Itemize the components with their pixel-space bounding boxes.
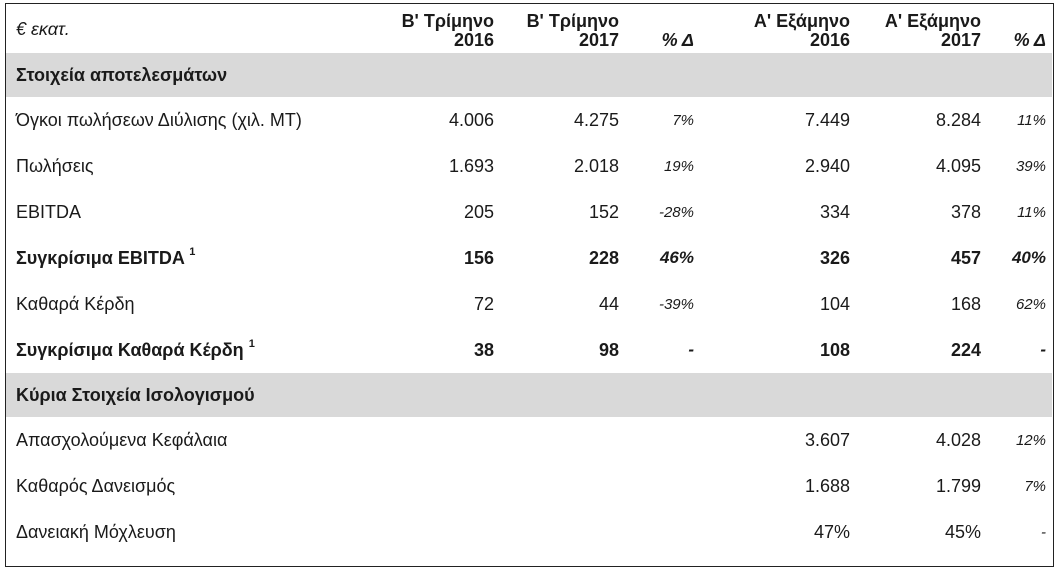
section-title: Στοιχεία αποτελεσμάτων (6, 53, 1052, 97)
table-row (6, 417, 1052, 463)
cell-h1-2016: 104 (819, 293, 850, 314)
col-header-h1-2016 (700, 4, 854, 53)
col-header-h1-2016-line1: Α' Εξάμηνο (753, 11, 850, 31)
cell-q-change: -28% (658, 203, 694, 221)
cell-q2-2017 (498, 463, 623, 509)
section-title: Κύρια Στοιχεία Ισολογισμού (6, 373, 1052, 417)
cell-h-change: - (1041, 523, 1046, 541)
cell-q2-2017: 44 (598, 293, 619, 314)
row-label-cell (6, 97, 382, 143)
cell-q2-2016: 205 (463, 201, 494, 222)
financial-table-frame (5, 3, 1054, 567)
cell-h1-2017: 224 (950, 339, 981, 360)
table-row (6, 235, 1052, 281)
cell-h1-2016: 326 (819, 247, 850, 268)
col-header-q2-2016-line2: 2016 (453, 30, 494, 50)
cell-h1-2017: 168 (950, 293, 981, 314)
row-label-cell (6, 235, 382, 281)
cell-h-change: - (1040, 340, 1046, 359)
cell-q2-2016: 72 (473, 293, 494, 314)
cell-q-change (623, 463, 700, 509)
col-header-h1-2017-line1: Α' Εξάμηνο (884, 11, 981, 31)
row-label: Πωλήσεις (16, 155, 94, 176)
section-header-row (6, 53, 1052, 97)
row-label-cell (6, 143, 382, 189)
row-label-cell (6, 281, 382, 327)
cell-q-change: -39% (658, 295, 694, 313)
cell-q2-2016: 38 (473, 339, 494, 360)
header-row (6, 4, 1052, 53)
cell-q-change: 19% (663, 157, 694, 175)
cell-q2-2017: 228 (588, 247, 619, 268)
col-header-q-change: % Δ (661, 30, 694, 50)
col-header-h1-2016-line2: 2016 (809, 30, 850, 50)
section-header-row (6, 373, 1052, 417)
row-label: Καθαρά Κέρδη (16, 293, 135, 314)
col-header-q2-2016 (382, 4, 498, 53)
cell-q-change: 46% (659, 248, 694, 267)
row-label: Απασχολούμενα Κεφάλαια (16, 429, 228, 450)
cell-h1-2017: 457 (950, 247, 981, 268)
cell-h1-2017: 4.028 (935, 429, 981, 450)
cell-q2-2016 (382, 509, 498, 555)
cell-h1-2017: 378 (950, 201, 981, 222)
row-label: Συγκρίσιμα EBITDA (16, 247, 185, 268)
cell-q-change (623, 417, 700, 463)
table-row (6, 281, 1052, 327)
cell-q-change: - (688, 340, 694, 359)
financial-results-table (6, 4, 1052, 555)
cell-q-change: 7% (672, 111, 694, 129)
col-header-h1-2017-line2: 2017 (940, 30, 981, 50)
cell-h-change: 39% (1015, 157, 1046, 175)
row-label-cell (6, 189, 382, 235)
row-label: EBITDA (16, 201, 82, 222)
footnote-marker: 1 (189, 245, 196, 258)
cell-h1-2017: 1.799 (935, 475, 981, 496)
row-label: Όγκοι πωλήσεων Διύλισης (χιλ. ΜΤ) (16, 109, 302, 130)
cell-q2-2017: 152 (588, 201, 619, 222)
cell-q2-2017 (498, 509, 623, 555)
row-label-cell (6, 327, 382, 373)
footnote-marker: 1 (248, 337, 255, 350)
col-header-q2-2016-line1: Β' Τρίμηνο (401, 11, 494, 31)
cell-h1-2016: 2.940 (804, 155, 850, 176)
table-body (6, 53, 1052, 555)
unit-label: € εκατ. (16, 18, 70, 39)
cell-h-change: 62% (1015, 295, 1046, 313)
table-row (6, 327, 1052, 373)
cell-q2-2016 (382, 463, 498, 509)
table-row (6, 97, 1052, 143)
col-header-h1-2017 (854, 4, 985, 53)
table-row (6, 189, 1052, 235)
cell-h-change: 11% (1017, 111, 1046, 129)
table-row (6, 509, 1052, 555)
cell-h1-2017: 8.284 (935, 109, 981, 130)
table-row (6, 143, 1052, 189)
row-label-cell (6, 463, 382, 509)
cell-q-change (623, 509, 700, 555)
cell-q2-2016: 156 (463, 247, 494, 268)
cell-h1-2016: 7.449 (804, 109, 850, 130)
cell-q2-2016: 4.006 (448, 109, 494, 130)
cell-q2-2016: 1.693 (448, 155, 494, 176)
cell-q2-2017 (498, 417, 623, 463)
cell-h1-2016: 108 (819, 339, 850, 360)
cell-h-change: 40% (1011, 248, 1046, 267)
col-header-q2-2017-line1: Β' Τρίμηνο (526, 11, 619, 31)
cell-h1-2016: 3.607 (804, 429, 850, 450)
table-row (6, 463, 1052, 509)
cell-q2-2017: 2.018 (573, 155, 619, 176)
cell-h1-2016: 334 (819, 201, 850, 222)
cell-q2-2017: 4.275 (573, 109, 619, 130)
row-label: Δανειακή Μόχλευση (16, 521, 176, 542)
cell-h-change: 11% (1017, 203, 1046, 221)
cell-q2-2017: 98 (598, 339, 619, 360)
row-label: Καθαρός Δανεισμός (16, 475, 176, 496)
cell-h1-2017: 45% (944, 521, 981, 542)
row-label-cell (6, 417, 382, 463)
col-header-q2-2017 (498, 4, 623, 53)
row-label: Συγκρίσιμα Καθαρά Κέρδη (16, 339, 244, 360)
col-header-q2-2017-line2: 2017 (578, 30, 619, 50)
row-label-cell (6, 509, 382, 555)
cell-h1-2016: 1.688 (804, 475, 850, 496)
cell-q2-2016 (382, 417, 498, 463)
cell-h-change: 12% (1015, 431, 1046, 449)
cell-h1-2017: 4.095 (935, 155, 981, 176)
cell-h-change: 7% (1024, 477, 1046, 495)
cell-h1-2016: 47% (813, 521, 850, 542)
col-header-h-change: % Δ (1013, 30, 1046, 50)
